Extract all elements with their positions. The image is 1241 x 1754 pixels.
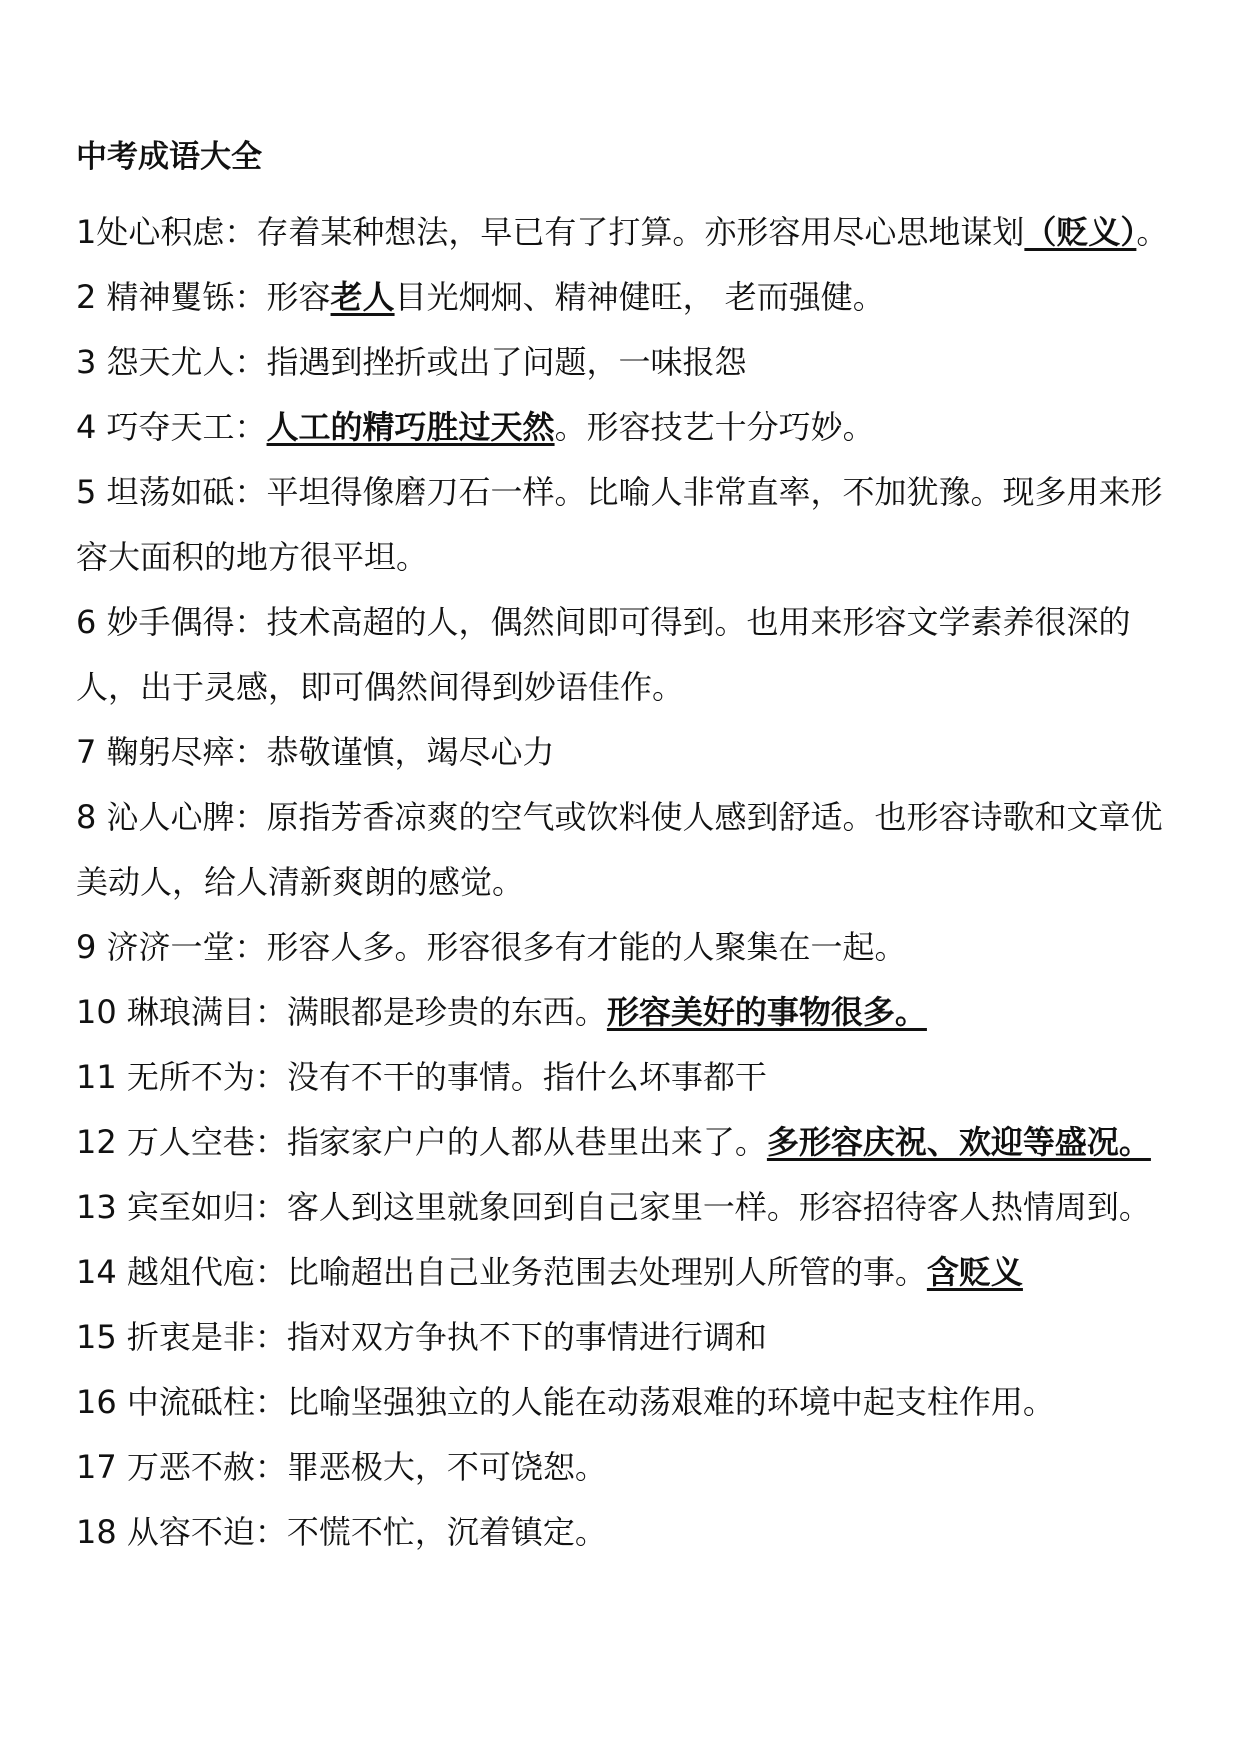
entry-text: 14 越俎代庖：比喻超出自己业务范围去处理别人所管的事。 [76,1253,927,1291]
entry-text: 12 万人空巷：指家家户户的人都从巷里出来了。 [76,1123,767,1161]
idiom-entry [76,265,1176,330]
document-title: 中考成语大全 [76,139,262,175]
entry-text: 5 坦荡如砥：平坦得像磨刀石一样。比喻人非常直率，不加犹豫。现多用来形容大面积的地方很平坦。 [76,473,1163,576]
idiom-entry [76,1500,1176,1565]
idiom-entry [76,1110,1176,1175]
idiom-entry [76,1240,1176,1305]
entry-emphasis: 老人 [330,278,395,316]
idiom-entry [76,200,1176,265]
entry-tail: 目光炯炯、精神健旺， 老而强健。 [394,278,885,316]
idiom-entry [76,395,1176,460]
entry-emphasis: 人工的精巧胜过天然 [266,408,555,446]
entry-text: 9 济济一堂：形容人多。形容很多有才能的人聚集在一起。 [76,928,907,966]
idiom-entry [76,1045,1176,1110]
entry-tail: 。形容技艺十分巧妙。 [554,408,875,446]
entry-tail: 。 [1136,213,1169,251]
idiom-entry [76,460,1176,590]
entry-text: 1处心积虑：存着某种想法，早已有了打算。亦形容用尽心思地谋划 [76,213,1025,251]
entry-text: 10 琳琅满目：满眼都是珍贵的东西。 [76,993,607,1031]
idiom-entry [76,720,1176,785]
entry-text: 2 精神矍铄：形容 [76,278,331,316]
idiom-entry [76,915,1176,980]
entry-text: 6 妙手偶得：技术高超的人，偶然间即可得到。也用来形容文学素养很深的人，出于灵感，即可偶然间得到妙语佳作。 [76,603,1131,706]
idiom-entry [76,1175,1176,1240]
entry-text: 15 折衷是非：指对双方争执不下的事情进行调和 [76,1318,767,1356]
entry-text: 11 无所不为：没有不干的事情。指什么坏事都干 [76,1058,767,1096]
idiom-entry [76,330,1176,395]
entry-text: 13 宾至如归：客人到这里就象回到自己家里一样。形容招待客人热情周到。 [76,1188,1151,1226]
entry-emphasis: （贬义） [1024,213,1137,251]
entry-emphasis: 形容美好的事物很多。 [606,993,927,1031]
entry-text: 18 从容不迫：不慌不忙，沉着镇定。 [76,1513,607,1551]
entry-text: 7 鞠躬尽瘁：恭敬谨慎，竭尽心力 [76,733,555,771]
entry-text: 8 沁人心脾：原指芳香凉爽的空气或饮料使人感到舒适。也形容诗歌和文章优美动人，给人清新爽朗的感觉。 [76,798,1163,901]
entry-text: 4 巧夺天工： [76,408,267,446]
idiom-list [76,200,1176,1565]
idiom-entry [76,785,1176,915]
idiom-entry [76,1370,1176,1435]
entry-text: 17 万恶不赦：罪恶极大，不可饶恕。 [76,1448,607,1486]
idiom-entry [76,1305,1176,1370]
entry-text: 16 中流砥柱：比喻坚强独立的人能在动荡艰难的环境中起支柱作用。 [76,1383,1055,1421]
entry-emphasis: 多形容庆祝、欢迎等盛况。 [766,1123,1151,1161]
entry-emphasis: 含贬义 [926,1253,1023,1291]
idiom-entry [76,980,1176,1045]
idiom-entry [76,1435,1176,1500]
entry-text: 3 怨天尤人：指遇到挫折或出了问题，一味报怨 [76,343,747,381]
idiom-entry [76,590,1176,720]
